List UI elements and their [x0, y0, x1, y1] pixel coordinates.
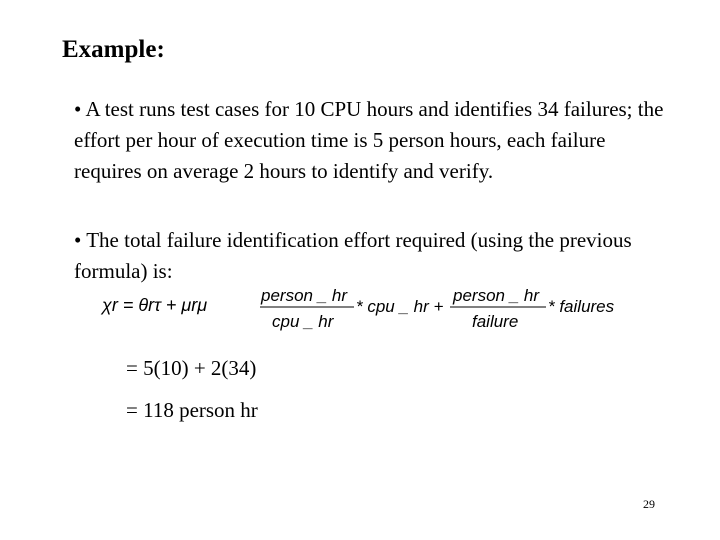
bullet-example-description: • A test runs test cases for 10 CPU hours and identifies 34 failures; the effort per hour of execution time is 5 person hours, each failure requires on average 2 hours to identify and verify. — [74, 97, 664, 183]
formula-mult1: * cpu _ hr + — [356, 297, 444, 316]
effort-formula — [100, 282, 640, 337]
result-step-1: = 5(10) + 2(34) — [126, 356, 257, 380]
formula-frac2-den: failure — [472, 312, 519, 331]
result-step-2: = 118 person hr — [126, 398, 258, 422]
formula-mult2: * failures — [548, 297, 615, 316]
page-number: 29 — [643, 497, 655, 511]
formula-frac1-num: person _ hr — [261, 286, 347, 305]
formula-lhs: χr = θrτ + μrμ — [102, 295, 208, 315]
slide-title: Example: — [62, 36, 165, 63]
formula-frac1-den: cpu _ hr — [272, 312, 334, 331]
formula-frac2-num: person _ hr — [453, 286, 539, 305]
bullet-total-effort: • The total failure identification effort required (using the previous formula) is: — [74, 228, 632, 283]
